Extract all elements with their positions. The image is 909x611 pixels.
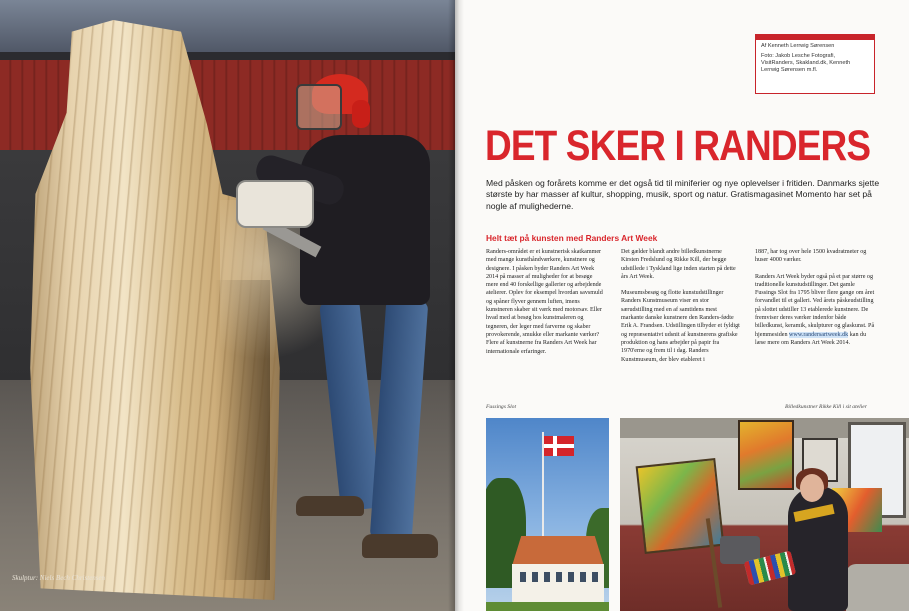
photo-credit: Skulptur: Niels Bech Christensen [12,574,106,582]
painting [738,420,794,490]
paragraph-text: kan du læse mere om Randers Art Week 2014. [755,331,867,346]
window [544,572,550,582]
window [556,572,562,582]
window [580,572,586,582]
flag-cross-horizontal [544,444,574,448]
text-column-3 [755,248,875,355]
ear-protector [352,100,370,128]
caption-fussings-slot: Fussings Slot [486,404,516,410]
paragraph: Museumsbesøg og flotte kunstudstillinger Randers Kunstmuseum viser en stor særudstilling med en af samtidens mest markante danske kunstnere den Randers-fødte Erik A. Frandsen. Udstillingen tilbyder et fyldigt og repræsentativt udsnit af kunstnerens grafiske produktion og hans arbejder på papir fra 1970'erne og frem til i dag. Randers Kunstmuseum, der blev etableret i [621,290,740,363]
paragraph: Randers-området er et kunstnerisk skatkammer med mange kunsthåndværkere, kunstnere og designere. I påsken byder Randers Art Week 2014 på masser af muligheder for at besøge mere end 40 forskellige gallerier og arbejdende atelierer. Oplev for eksempel hvordan savsmuld og spåner flyver gennem luften, imens kunstneren skaber sit værk med motorsav. Eller hvad med at besøg hos kunstmaleren og tegneren, der leger med farverne og skaber provokerende, smukke eller markante værker? Flere af kunstnerne fra Randers Art Week har internationale erfaringer. [486,249,603,355]
shoe-left [296,496,364,516]
sculptor-jacket [300,135,430,305]
subheading: Helt tæt på kunsten med Randers Art Week [486,233,658,243]
manor-house-photo [486,418,609,611]
artist [788,486,848,611]
window [532,572,538,582]
window [520,572,526,582]
byline-photo: Foto: Jakob Lesche Fotografi, VisitRanders, Skakland.dk, Kenneth Lerrwig Sørensen m.fl. [761,53,851,73]
window [568,572,574,582]
paragraph [755,273,875,348]
sky [0,0,455,60]
sofa [846,564,909,611]
chainsaw [236,180,314,228]
window [592,572,598,582]
shoe-right [362,534,438,558]
manor-roof [512,536,604,566]
byline-author: Af Kenneth Lerrwig Sørensen [761,43,835,49]
paragraph: 1887, har tog over hele 1500 kvadratmeter og huser 4000 værker. [755,249,867,264]
caption-artist: Billedkunstner Rikke Kill i sit atelier [785,404,867,410]
intro-paragraph: Med påsken og forårets komme er det også tid til miniferier og nye oplevelser i fritiden. Danmarks sjette største by har masser af kultur, shopping, musik, sport og natur. Gratismagasinet Momento har set på nogle af mulighederne. [486,178,880,211]
paragraph: Det gælder blandt andre billedkunstnerne Kirsten Fredslund og Rikke Kill, der begge udstillede i Tyskland lige inden starten på dette års Art Week. [621,249,736,280]
artist-studio-photo [620,418,909,611]
byline-text [756,40,874,74]
article-page [455,0,909,611]
text-column-1 [486,248,606,364]
page-gutter [448,0,464,611]
paragraph-text: Randers Art Week byder også på et par større og traditionelle kunstudstillinger. Det gamle Fussings Slot fra 1795 bliver flere gange om året forvandlet til et galleri. Ved årets påskeudstilling på slottet udstiller 13 etablerede kunstnere. De fremviser deres værker indenfor både billedkunst, keramik, skulpturer og glaskunst. På hjemmesiden [755,273,875,338]
website-link[interactable]: www.randersartweek.dk [789,331,849,338]
headline: DET SKER I RANDERS [485,122,871,170]
manor-facade [512,564,604,604]
lawn [486,602,609,611]
artist-face [800,474,824,502]
text-column-2 [621,248,741,372]
face-visor [296,84,342,130]
byline-box [755,34,875,94]
